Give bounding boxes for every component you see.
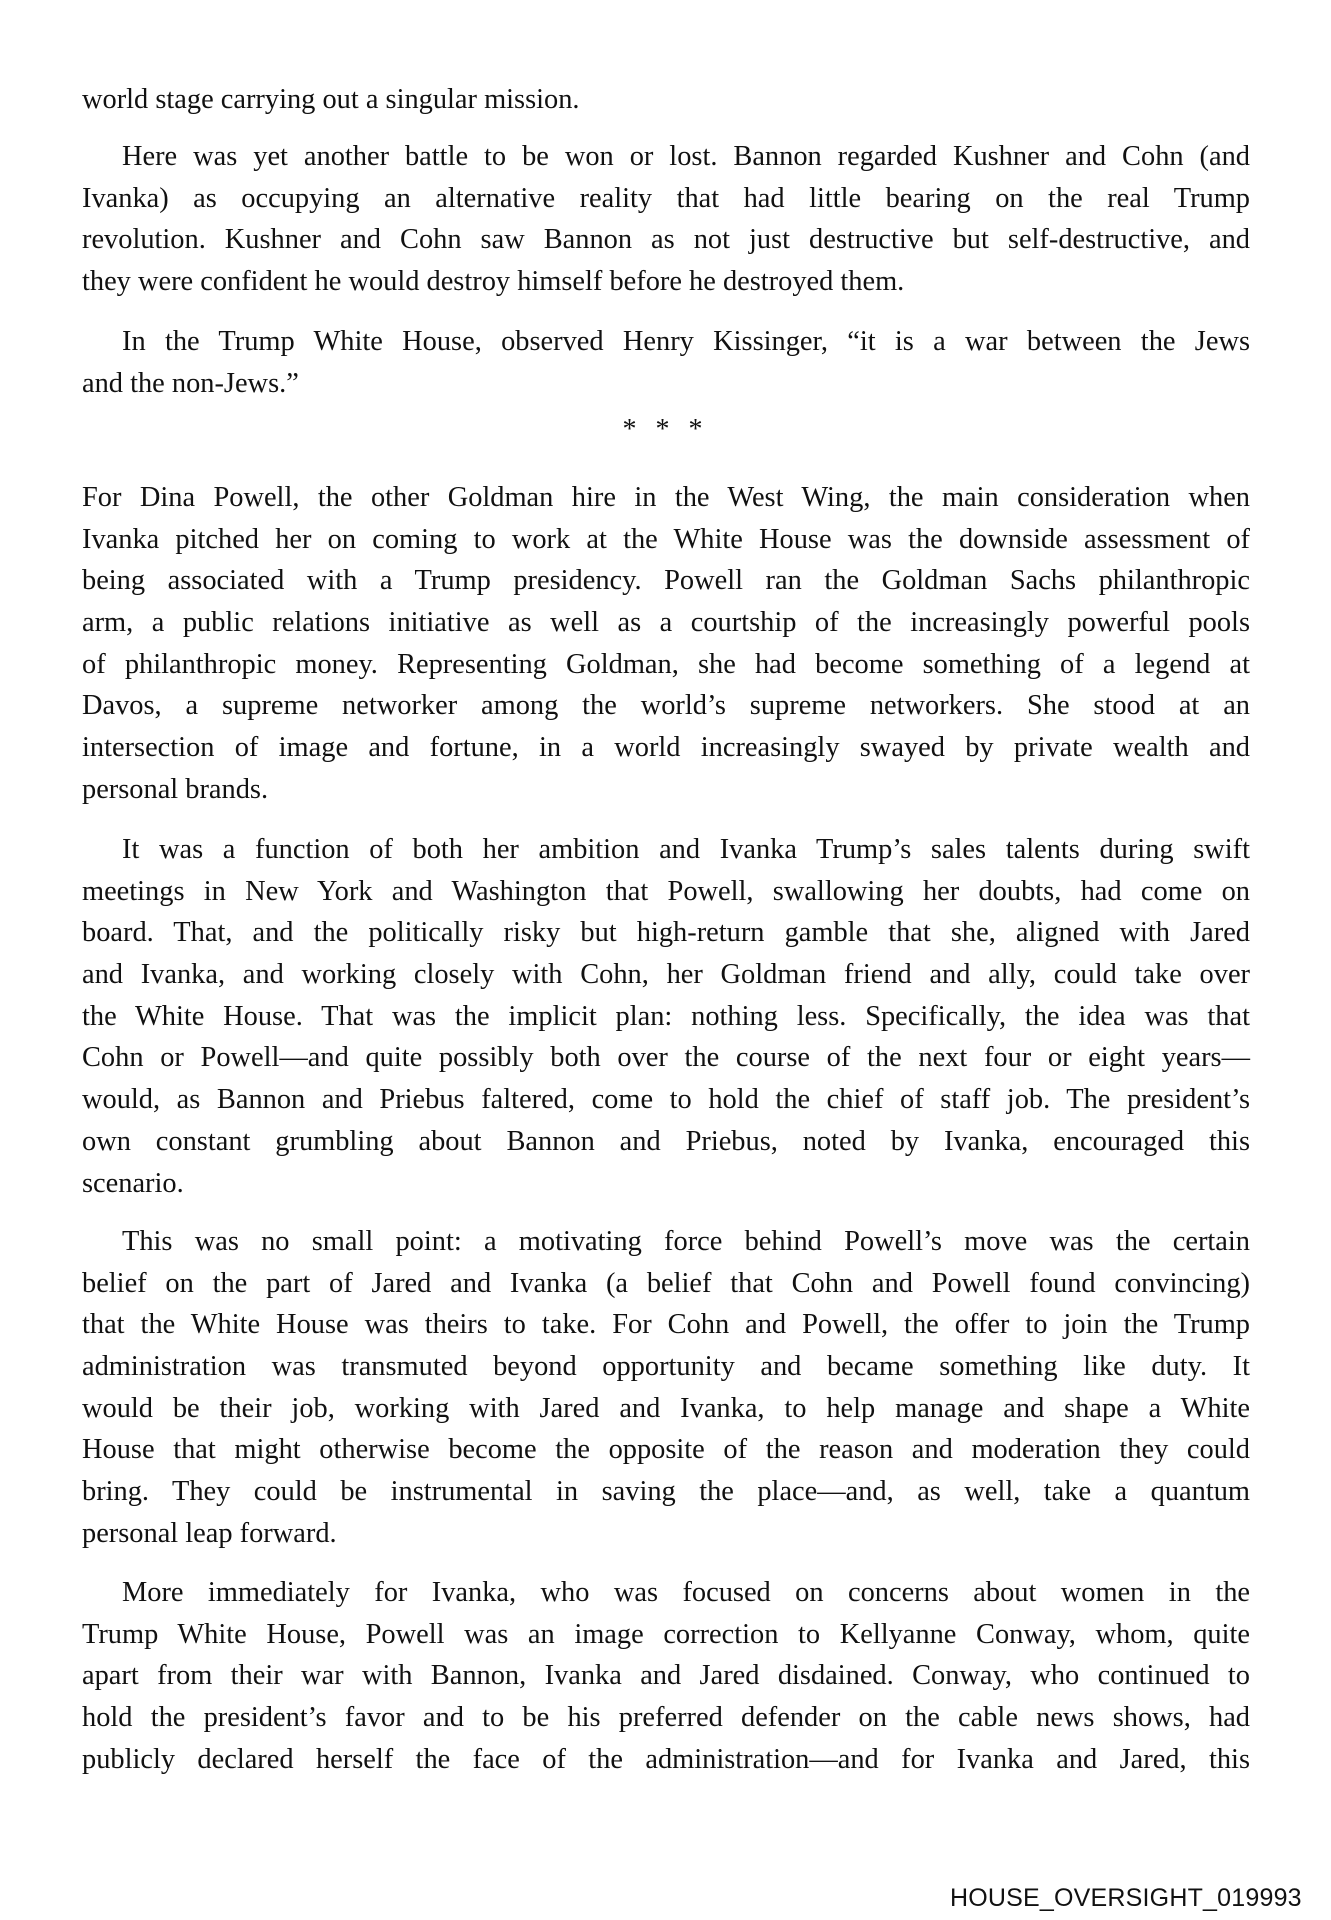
text-line: In the Trump White House, observed Henry Kissinger, “it is a war between the Jews: [122, 326, 1250, 357]
text-line: It was a function of both her ambition and Ivanka Trump’s sales talents during swift: [122, 834, 1250, 865]
text-line: would, as Bannon and Priebus faltered, come to hold the chief of staff job. The president’s: [82, 1084, 1250, 1116]
text-line: would be their job, working with Jared and Ivanka, to help manage and shape a White: [82, 1392, 1250, 1424]
text-line: personal leap forward.: [82, 1517, 337, 1549]
text-line: scenario.: [82, 1167, 184, 1199]
text-line: Ivanka pitched her on coming to work at the White House was the downside assessment of: [82, 523, 1250, 555]
text-line: arm, a public relations initiative as well as a courtship of the increasingly powerful pools: [82, 607, 1250, 639]
text-line: that the White House was theirs to take. For Cohn and Powell, the offer to join the Trump: [82, 1309, 1250, 1341]
bates-number-footer: HOUSE_OVERSIGHT_019993: [950, 1884, 1302, 1912]
text-line: Here was yet another battle to be won or lost. Bannon regarded Kushner and Cohn (and: [122, 141, 1250, 172]
text-line: personal brands.: [82, 773, 269, 805]
text-line: For Dina Powell, the other Goldman hire in the West Wing, the main consideration when: [82, 482, 1250, 513]
text-line: intersection of image and fortune, in a world increasingly swayed by private wealth and: [82, 732, 1250, 764]
text-line: own constant grumbling about Bannon and Priebus, noted by Ivanka, encouraged this: [82, 1125, 1250, 1157]
text-line: belief on the part of Jared and Ivanka (a belief that Cohn and Powell found convincing): [82, 1267, 1250, 1299]
text-line: being associated with a Trump presidency. Powell ran the Goldman Sachs philanthropic: [82, 565, 1250, 597]
text-line: House that might otherwise become the opposite of the reason and moderation they could: [82, 1434, 1250, 1466]
text-line: administration was transmuted beyond opportunity and became something like duty. It: [82, 1351, 1250, 1383]
section-break-asterisks: * * *: [622, 414, 709, 445]
text-line: publicly declared herself the face of the administration—and for Ivanka and Jared, this: [82, 1743, 1250, 1775]
paragraph: [82, 1221, 1250, 1555]
paragraph: [82, 136, 1250, 303]
text-line: and the non-Jews.”: [82, 367, 299, 399]
text-line: Trump White House, Powell was an image correction to Kellyanne Conway, whom, quite: [82, 1618, 1250, 1650]
text-line: bring. They could be instrumental in saving the place—and, as well, take a quantum: [82, 1476, 1250, 1508]
text-line: meetings in New York and Washington that Powell, swallowing her doubts, had come on: [82, 875, 1250, 907]
text-line: world stage carrying out a singular mission.: [82, 84, 580, 115]
paragraph: [82, 477, 1250, 811]
text-line: revolution. Kushner and Cohn saw Bannon as not just destructive but self-destructive, and: [82, 224, 1250, 256]
text-line: apart from their war with Bannon, Ivanka and Jared disdained. Conway, who continued to: [82, 1660, 1250, 1692]
paragraph: [82, 829, 1250, 1204]
text-line: the White House. That was the implicit plan: nothing less. Specifically, the idea was that: [82, 1000, 1250, 1032]
text-line: Ivanka) as occupying an alternative reality that had little bearing on the real Trump: [82, 182, 1250, 214]
text-line: board. That, and the politically risky but high-return gamble that she, aligned with Jared: [82, 917, 1250, 949]
text-line: and Ivanka, and working closely with Cohn, her Goldman friend and ally, could take over: [82, 959, 1250, 991]
text-line: Davos, a supreme networker among the world’s supreme networkers. She stood at an: [82, 690, 1250, 722]
paragraph: [82, 321, 1250, 404]
text-line: This was no small point: a motivating force behind Powell’s move was the certain: [122, 1226, 1250, 1257]
text-line: More immediately for Ivanka, who was focused on concerns about women in the: [122, 1577, 1250, 1608]
text-line: of philanthropic money. Representing Goldman, she had become something of a legend at: [82, 648, 1250, 680]
text-line: Cohn or Powell—and quite possibly both over the course of the next four or eight years—: [82, 1042, 1250, 1074]
paragraph: [82, 79, 1250, 121]
text-line: hold the president’s favor and to be his preferred defender on the cable news shows, had: [82, 1702, 1250, 1734]
text-line: they were confident he would destroy himself before he destroyed them.: [82, 266, 905, 298]
paragraph: [82, 1572, 1250, 1780]
